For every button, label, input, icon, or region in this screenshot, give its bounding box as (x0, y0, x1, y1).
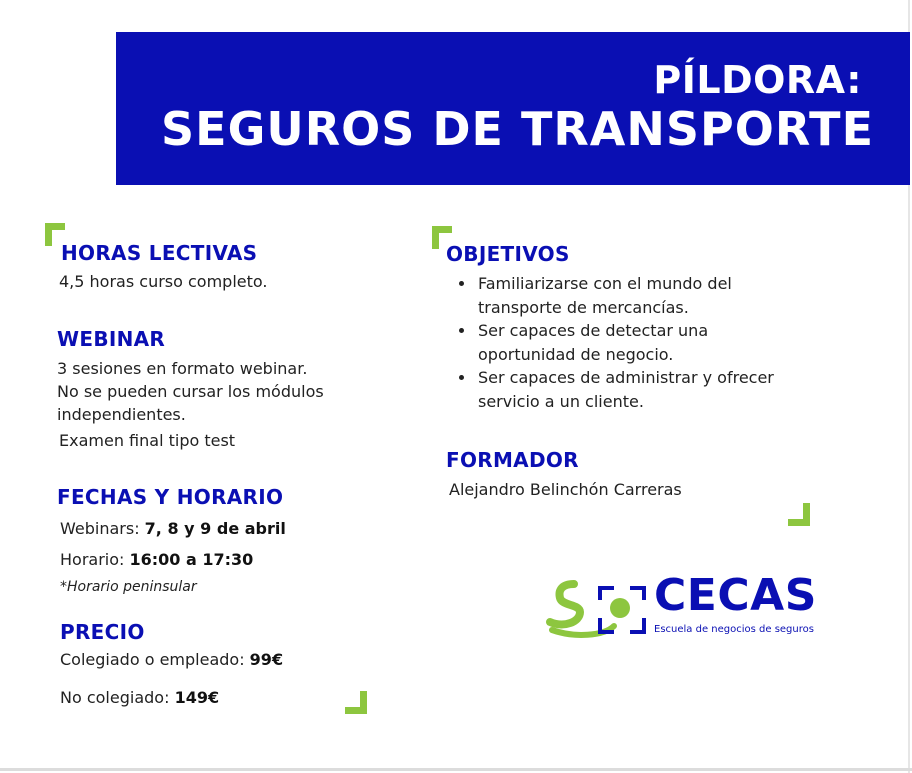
precio-colegiado (60, 650, 283, 669)
formador-name: Alejandro Belinchón Carreras (449, 480, 682, 499)
cecas-logo-icon (544, 578, 652, 642)
webinar-line-3: independientes. (57, 405, 186, 424)
fechas-horario (60, 550, 253, 569)
horas-text: 4,5 horas curso completo. (59, 272, 268, 291)
cecas-logo-tagline: Escuela de negocios de seguros (654, 624, 814, 635)
webinar-exam: Examen final tipo test (59, 431, 236, 450)
webinar-line-1: 3 sesiones en formato webinar. (57, 359, 308, 378)
fechas-webinars-value: 7, 8 y 9 de abril (144, 519, 286, 538)
fechas-webinars-label: Webinars: (60, 519, 140, 538)
banner-title-line1: PÍLDORA: (653, 58, 862, 102)
objetivo-item-line: Ser capaces de administrar y ofrecer (478, 368, 774, 387)
fechas-webinars (60, 519, 286, 538)
formador-heading: FORMADOR (446, 448, 579, 472)
objetivo-item (456, 319, 826, 366)
fechas-heading: FECHAS Y HORARIO (57, 485, 284, 509)
precio-heading: PRECIO (60, 620, 145, 644)
precio-no-colegiado-label: No colegiado: (60, 688, 170, 707)
objetivo-item-line: transporte de mercancías. (478, 297, 689, 317)
precio-no-colegiado-value: 149€ (174, 688, 220, 707)
objetivo-item-line: Ser capaces de detectar una (478, 321, 709, 340)
fechas-horario-value: 16:00 a 17:30 (129, 550, 254, 569)
webinar-line-2: No se pueden cursar los módulos (57, 382, 324, 401)
objetivo-item-line: oportunidad de negocio. (478, 344, 674, 364)
objetivo-item (456, 366, 826, 413)
objetivos-heading: OBJETIVOS (446, 242, 570, 266)
cecas-logo (544, 570, 824, 642)
banner-title-line2: SEGUROS DE TRANSPORTE (161, 102, 874, 156)
precio-no-colegiado (60, 688, 219, 707)
fechas-note: *Horario peninsular (60, 579, 197, 595)
precio-colegiado-label: Colegiado o empleado: (60, 650, 245, 669)
horas-heading: HORAS LECTIVAS (61, 241, 258, 265)
fechas-horario-label: Horario: (60, 550, 125, 569)
objetivo-item-line: servicio a un cliente. (478, 391, 644, 411)
cecas-logo-text: CECAS (654, 570, 817, 621)
webinar-heading: WEBINAR (57, 327, 166, 351)
page-edge-bottom (0, 768, 912, 771)
objetivo-item (456, 272, 826, 319)
objetivo-item-line: Familiarizarse con el mundo del (478, 274, 732, 293)
objetivos-list (456, 272, 826, 413)
title-banner (116, 32, 910, 185)
precio-colegiado-value: 99€ (249, 650, 284, 669)
